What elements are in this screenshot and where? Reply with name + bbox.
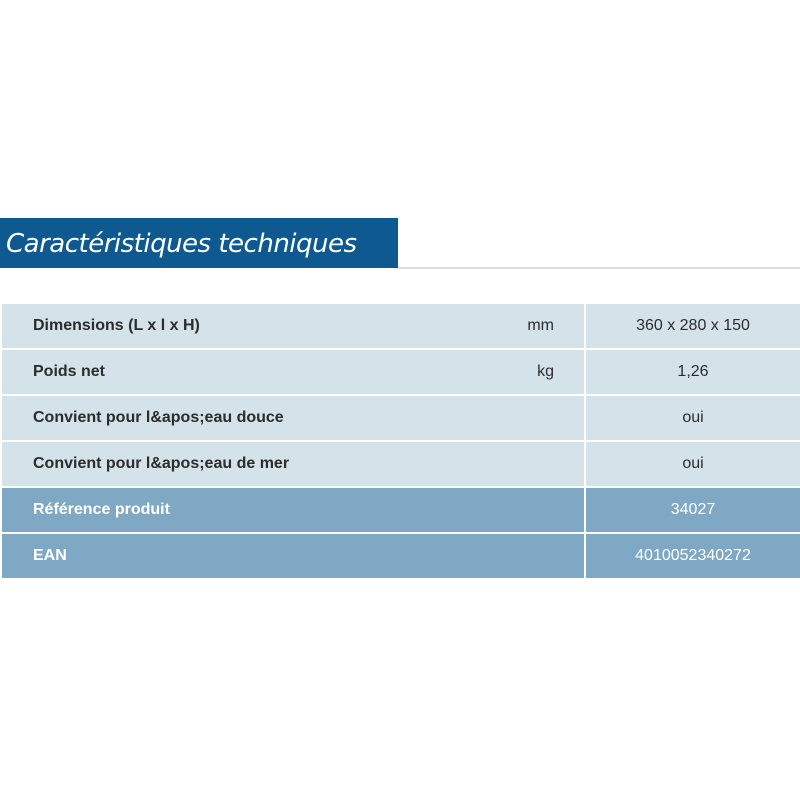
row-label-cell: [2, 534, 584, 578]
section-title: Caractéristiques techniques: [6, 229, 357, 259]
row-label: EAN: [33, 547, 67, 564]
row-unit: mm: [527, 317, 554, 334]
row-label: Dimensions (L x l x H): [33, 317, 200, 334]
row-label-cell: [2, 488, 584, 532]
row-value-cell: [586, 534, 800, 578]
table-row-product-reference: [2, 488, 800, 532]
row-value-cell: [586, 442, 800, 486]
row-unit: kg: [537, 363, 554, 380]
row-value-cell: [586, 304, 800, 348]
table-row-ean: [2, 534, 800, 578]
row-value: 360 x 280 x 150: [636, 317, 750, 334]
row-label: Poids net: [33, 363, 106, 380]
row-value-cell: [586, 350, 800, 394]
row-value: oui: [682, 409, 704, 426]
row-value: 1,26: [677, 363, 709, 380]
row-label-cell: [2, 442, 584, 486]
row-value: oui: [682, 455, 704, 472]
table-row-weight: [2, 350, 800, 394]
section-title-bar: [0, 218, 398, 268]
row-value: 34027: [670, 501, 716, 518]
table-row-dimensions: [2, 304, 800, 348]
row-label: Convient pour l&apos;eau douce: [33, 409, 284, 426]
row-value-cell: [586, 396, 800, 440]
row-label: Convient pour l&apos;eau de mer: [33, 455, 290, 472]
row-value: 4010052340272: [635, 547, 751, 564]
table-row-freshwater: [2, 396, 800, 440]
row-label-cell: [2, 350, 584, 394]
row-value-cell: [586, 488, 800, 532]
title-divider: [398, 267, 800, 269]
specifications-table: [2, 304, 800, 580]
row-label-cell: [2, 396, 584, 440]
row-label: Référence produit: [33, 501, 170, 518]
table-row-seawater: [2, 442, 800, 486]
row-label-cell: [2, 304, 584, 348]
